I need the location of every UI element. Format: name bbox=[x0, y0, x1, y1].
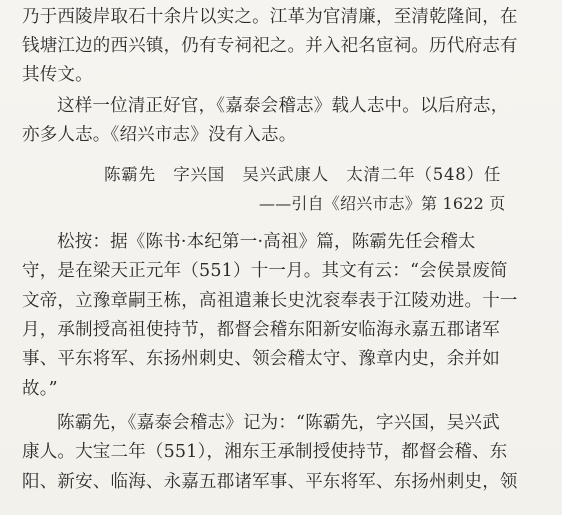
text-line-8: 松按：据《陈书·本纪第一·高祖》篇，陈霸先任会稽太 bbox=[57, 232, 476, 252]
text-line-5: 亦多人志。《绍兴市志》没有入志。 bbox=[22, 125, 297, 145]
text-line-3: 其传文。 bbox=[22, 65, 93, 85]
text-line-12: 事、平东将军、东扬州刺史、领会稽太守、豫章内史，余并如 bbox=[22, 349, 500, 369]
text-line-2: 钱塘江边的西兴镇，仍有专祠祀之。并入祀名宦祠。历代府志有 bbox=[22, 36, 518, 56]
text-line-10: 文帝，立豫章嗣王栋，高祖遣兼长史沈衮奉表于江陵劝进。十一 bbox=[22, 291, 518, 311]
text-line-15: 康人。大宝二年（551），湘东王承制授使持节，都督会稽、东 bbox=[22, 442, 508, 462]
text-line-4: 这样一位清正好官，《嘉泰会稽志》载人志中。以后府志， bbox=[57, 96, 509, 116]
text-line-16: 阳、新安、临海、永嘉五郡诸军事、平东将军、东扬州刺史，领 bbox=[22, 472, 518, 492]
text-line-1: 乃于西陵岸取石十余片以实之。江革为官清廉，至清乾隆间，在 bbox=[22, 7, 518, 27]
citation-line: ——引自《绍兴市志》第 1622 页 bbox=[259, 194, 506, 213]
text-line-11: 月，承制授高祖使持节，都督会稽东阳新安临海永嘉五郡诸军 bbox=[22, 320, 500, 340]
text-line-14: 陈霸先，《嘉泰会稽志》记为：“陈霸先，字兴国，吴兴武 bbox=[57, 413, 500, 433]
text-line-9: 守，是在梁天正元年（551）十一月。其文有云：“会侯景废简 bbox=[22, 261, 508, 281]
text-line-13: 故。” bbox=[22, 379, 58, 399]
entry-heading: 陈霸先 字兴国 吴兴武康人 太清二年（548）任 bbox=[104, 165, 502, 184]
